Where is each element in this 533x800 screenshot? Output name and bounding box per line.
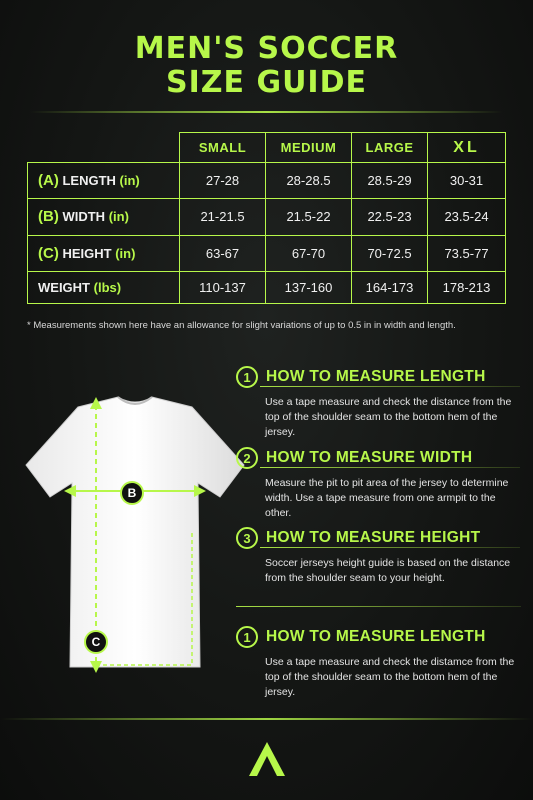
- title-divider: [30, 111, 503, 113]
- footer-divider: [0, 718, 533, 720]
- row-unit: (in): [108, 209, 129, 225]
- column-header-medium: MEDIUM: [266, 133, 352, 163]
- row-label-text: HEIGHT: [62, 245, 112, 261]
- chevron-up-logo-icon: [247, 740, 287, 778]
- row-label-length: [28, 163, 180, 199]
- size-table: [27, 132, 506, 304]
- row-label-text: LENGTH: [62, 173, 116, 189]
- page-title-line-1: MEN'S SOCCER: [134, 31, 399, 66]
- column-header-small: SMALL: [180, 133, 266, 163]
- section-underline: [260, 547, 520, 548]
- table-row-length: [28, 163, 506, 199]
- section-body: Use a tape measure and check the distance from the top of the shoulder seam to the bottom hem of the jersey.: [265, 396, 512, 438]
- step-number-badge: 1: [236, 366, 258, 388]
- column-header-large: LARGE: [352, 133, 428, 163]
- jersey-shape: [26, 397, 244, 667]
- marker-b: [120, 481, 144, 505]
- table-row-height: [28, 235, 506, 271]
- section-title: HOW TO MEASURE LENGTH: [266, 628, 486, 645]
- table-cell: 30-31: [428, 163, 506, 199]
- section-underline: [260, 386, 520, 387]
- marker-c-letter: C: [91, 635, 101, 649]
- row-label-height: [28, 235, 180, 271]
- marker-c: [84, 630, 108, 654]
- row-label-weight: [28, 271, 180, 303]
- section-title: HOW TO MEASURE LENGTH: [266, 368, 486, 385]
- row-label-text: WIDTH: [62, 209, 106, 225]
- row-letter: (B): [38, 208, 59, 226]
- section-body: Soccer jerseys height guide is based on the distance from the shoulder seam to your height.: [265, 557, 511, 584]
- column-header-xl: XL: [428, 133, 506, 163]
- section-title: HOW TO MEASURE HEIGHT: [266, 529, 481, 546]
- table-cell: 178-213: [428, 271, 506, 303]
- section-underline: [260, 467, 520, 468]
- section-measure-height: [236, 526, 521, 586]
- table-cell: 21-21.5: [180, 199, 266, 235]
- header-blank-cell: [28, 133, 180, 163]
- page-title-line-2: SIZE GUIDE: [165, 65, 367, 100]
- measurement-note: * Measurements shown here have an allowance for slight variations of up to 0.5 in in width and length.: [27, 320, 456, 331]
- section-divider: [236, 606, 521, 607]
- table-cell: 73.5-77: [428, 235, 506, 271]
- section-body: Use a tape measure and check the distamce from the top of the shoulder seam to the bottom hem of the jersey.: [265, 656, 515, 698]
- table-cell: 23.5-24: [428, 199, 506, 235]
- table-row-weight: [28, 271, 506, 303]
- step-number-badge: 3: [236, 527, 258, 549]
- jersey-diagram: [20, 385, 250, 685]
- row-label-text: WEIGHT: [38, 279, 90, 295]
- table-cell: 28-28.5: [266, 163, 352, 199]
- table-cell: 63-67: [180, 235, 266, 271]
- step-number-badge: 1: [236, 626, 258, 648]
- section-title: HOW TO MEASURE WIDTH: [266, 449, 473, 466]
- table-cell: 21.5-22: [266, 199, 352, 235]
- section-header: [236, 625, 521, 649]
- row-unit: (in): [115, 245, 136, 261]
- table-cell: 137-160: [266, 271, 352, 303]
- table-cell: 27-28: [180, 163, 266, 199]
- row-unit: (lbs): [93, 279, 122, 295]
- table-cell: 164-173: [352, 271, 428, 303]
- section-measure-width: [236, 446, 521, 521]
- table-cell: 70-72.5: [352, 235, 428, 271]
- step-number-badge: 2: [236, 447, 258, 469]
- row-letter: (C): [38, 244, 59, 262]
- table-cell: 22.5-23: [352, 199, 428, 235]
- row-unit: (in): [119, 173, 140, 189]
- size-table-header: [28, 133, 506, 163]
- section-measure-length: [236, 365, 521, 440]
- section-measure-length-repeat: [236, 625, 521, 700]
- table-cell: 110-137: [180, 271, 266, 303]
- section-body: Measure the pit to pit area of the jersey to determine width. Use a tape measure from one armpit to the other.: [265, 477, 509, 519]
- table-row-width: [28, 199, 506, 235]
- row-label-width: [28, 199, 180, 235]
- table-cell: 28.5-29: [352, 163, 428, 199]
- table-cell: 67-70: [266, 235, 352, 271]
- row-letter: (A): [38, 172, 59, 190]
- marker-b-letter: B: [127, 486, 137, 500]
